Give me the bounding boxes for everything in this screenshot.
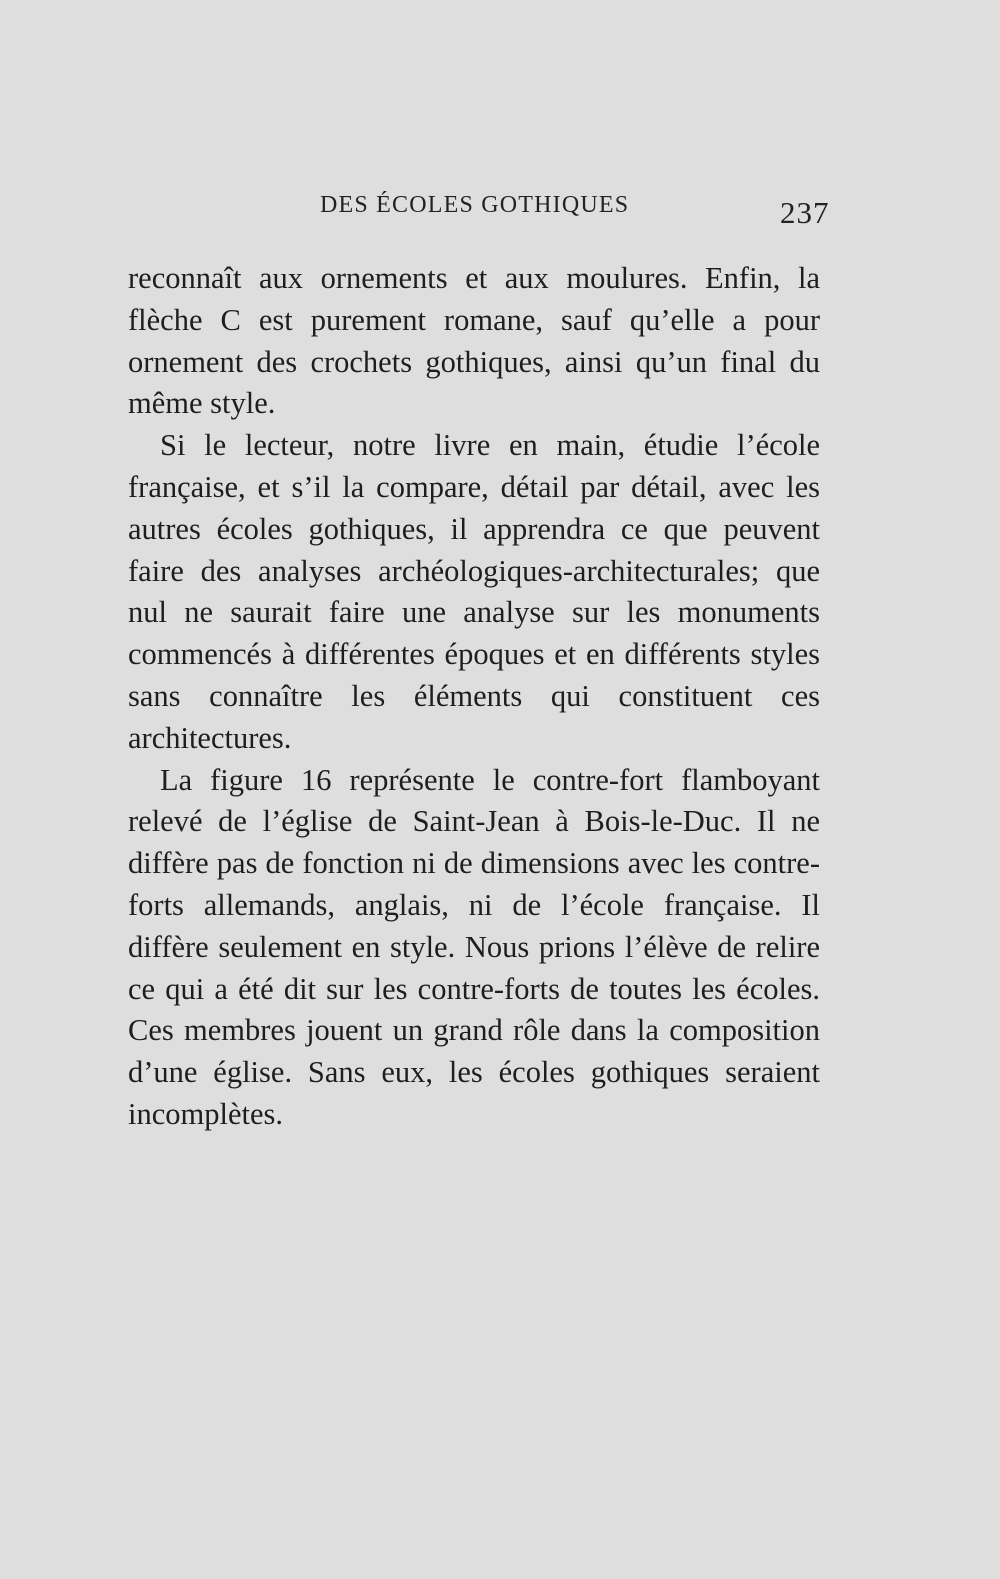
body-text: [128, 258, 820, 1136]
paragraph-3: La figure 16 représente le contre-fort flamboyant relevé de l’église de Saint-Jean à Bois-le-Duc. Il ne diffère pas de fonction ni de dimensions avec les contre-forts allemands, anglais, ni de l’école française. Il diffère seulement en style. Nous prions l’élève de relire ce qui a été dit sur les contre-forts de toutes les écoles. Ces membres jouent un grand rôle dans la composition d’une église. Sans eux, les écoles gothiques seraient incomplètes.: [128, 762, 820, 1131]
paragraph-1: reconnaît aux ornements et aux moulures. Enfin, la flèche C est purement romane, sauf qu’elle a pour ornement des crochets gothiques, ainsi qu’un final du même style.: [128, 261, 820, 421]
page-number: 237: [780, 195, 830, 230]
paragraph-2: Si le lecteur, notre livre en main, étudie l’école française, et s’il la compare, détail par détail, avec les autres écoles gothiques, il apprendra ce que peuvent faire des analyses archéologiques-architecturales; que nul ne saurait faire une analyse sur les monuments commencés à différentes époques et en différents styles sans connaître les éléments qui constituent ces architectures.: [128, 428, 820, 755]
running-title: DES ÉCOLES GOTHIQUES: [320, 192, 630, 218]
